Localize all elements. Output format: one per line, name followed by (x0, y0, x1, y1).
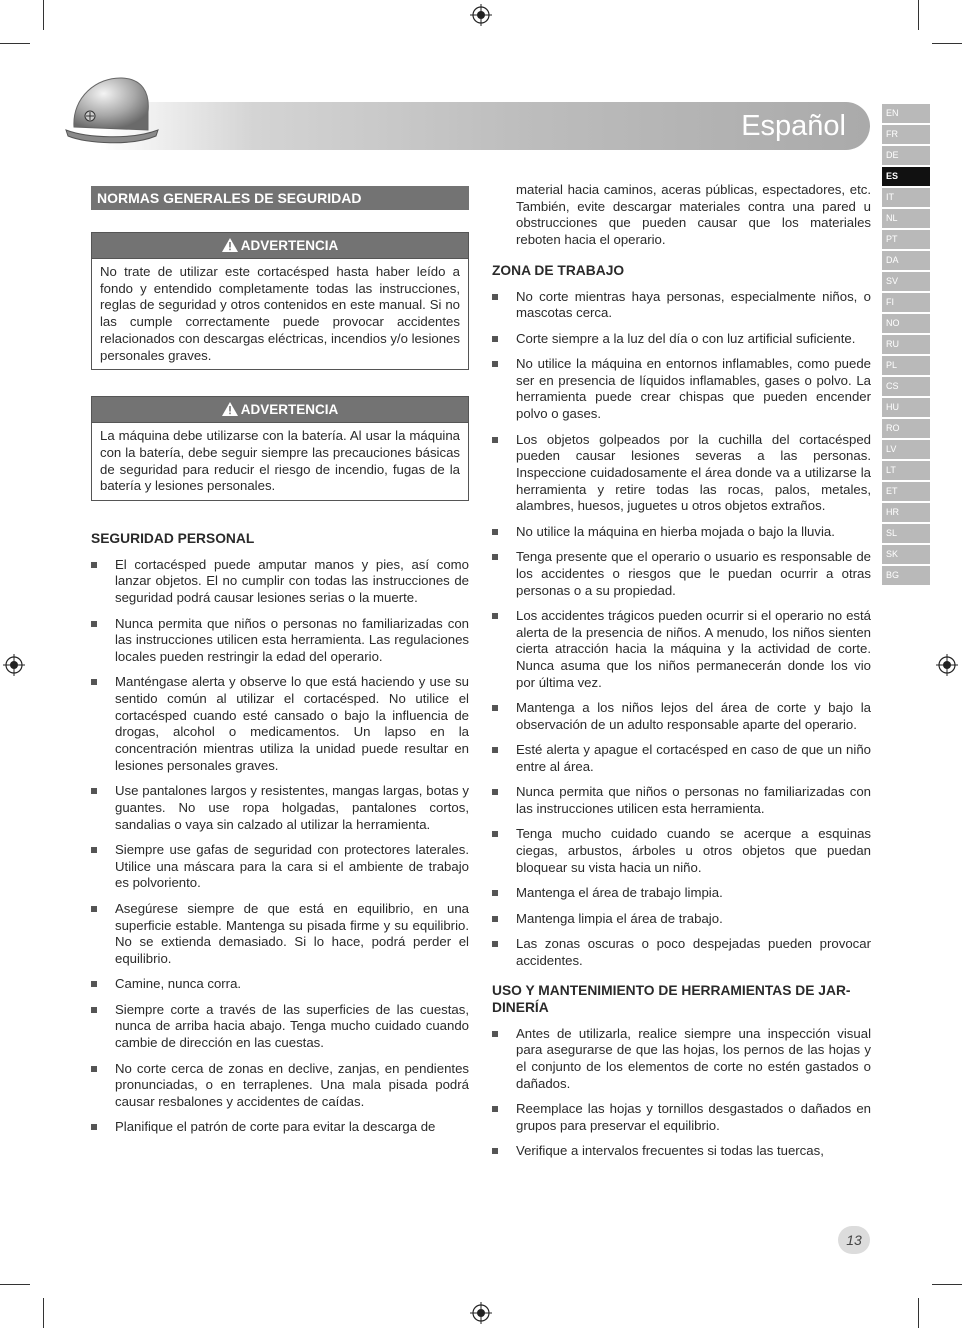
registration-mark-icon (470, 1302, 492, 1324)
list-item (492, 784, 871, 817)
bullet-icon (91, 981, 97, 987)
lang-tab-fi[interactable]: FI (882, 293, 930, 312)
list-item-text: Tenga mucho cuidado cuando se acerque a esquinas ciegas, arbustos, árboles u otros objetos que puedan bloquear su vista hacia un niño. (516, 826, 871, 875)
crop-mark (0, 1284, 30, 1285)
lang-tab-en[interactable]: EN (882, 104, 930, 123)
list-item-text: Las zonas oscuras o poco despejadas pueden provocar accidentes. (516, 935, 871, 968)
section-title: NORMAS GENERALES DE SEGURIDAD (91, 186, 469, 210)
lang-tab-pl[interactable]: PL (882, 356, 930, 375)
lang-tab-ru[interactable]: RU (882, 335, 930, 354)
lang-tab-lt[interactable]: LT (882, 461, 930, 480)
list-item (91, 674, 469, 774)
crop-mark (918, 0, 919, 30)
bullet-icon (91, 906, 97, 912)
list-item-text: Use pantalones largos y resistentes, mangas largas, botas y guantes. No use ropa holgadas, pantalones cortos, sandalias o vaya sin calzado al utilizar la herramienta. (115, 783, 469, 832)
work-area-list (492, 289, 871, 970)
list-item (91, 1061, 469, 1111)
bullet-icon (492, 1031, 498, 1037)
header-bar (100, 102, 870, 150)
crop-mark (0, 43, 30, 44)
lang-tab-sl[interactable]: SL (882, 524, 930, 543)
personal-safety-list (91, 557, 469, 1136)
warning-icon (222, 402, 238, 416)
lang-tab-lv[interactable]: LV (882, 440, 930, 459)
list-item (492, 700, 871, 733)
lang-tab-da[interactable]: DA (882, 251, 930, 270)
list-item (492, 885, 871, 902)
personal-safety-heading: SEGURIDAD PERSONAL (91, 531, 255, 547)
list-item (492, 1143, 871, 1160)
left-column (91, 186, 469, 1145)
bullet-icon (91, 1066, 97, 1072)
bullet-icon (492, 437, 498, 443)
crop-mark (932, 1284, 962, 1285)
list-item (492, 608, 871, 692)
bullet-icon (492, 747, 498, 753)
crop-mark (43, 1298, 44, 1328)
list-item-text: Verifique a intervalos frecuentes si todas las tuercas, (516, 1143, 824, 1159)
language-tabs (882, 104, 930, 587)
warning-title: ADVERTENCIA (240, 402, 339, 418)
list-item (91, 901, 469, 968)
lang-tab-sv[interactable]: SV (882, 272, 930, 291)
bullet-icon (91, 562, 97, 568)
tools-list (492, 1026, 871, 1160)
bullet-icon (492, 294, 498, 300)
lang-tab-sk[interactable]: SK (882, 545, 930, 564)
list-item-text: Planifique el patrón de corte para evitar la descarga de (115, 1119, 436, 1135)
list-item (91, 842, 469, 892)
bullet-icon (492, 336, 498, 342)
lang-tab-es[interactable]: ES (882, 167, 930, 186)
bullet-icon (91, 1124, 97, 1130)
bullet-icon (492, 941, 498, 947)
list-item (91, 1002, 469, 1052)
list-item-text: Antes de utilizarla, realice siempre una inspección visual para asegurarse de que las hojas, los pernos de las hojas y el conjunto de los elementos de corte no estén gastados o dañados. (516, 1025, 871, 1091)
bullet-icon (492, 529, 498, 535)
list-item (492, 524, 871, 541)
lang-tab-fr[interactable]: FR (882, 125, 930, 144)
warning-box (91, 396, 469, 501)
crop-mark (43, 0, 44, 30)
bullet-icon (91, 788, 97, 794)
lang-tab-pt[interactable]: PT (882, 230, 930, 249)
bullet-icon (492, 1106, 498, 1112)
warning-title: ADVERTENCIA (240, 238, 339, 253)
list-item-text: Los objetos golpeados por la cuchilla del cortacésped pueden causar lesiones severas a las personas. Inspeccione cuidadosamente el área donde va a utilizarse la herramienta y retire todas las rocas, palos, metales, alambres, huesos, juguetes u otros objetos extraños. (516, 431, 871, 514)
list-item-text: Reemplace las hojas y tornillos desgastados o dañados en grupos para preservar el equilibrio. (516, 1101, 871, 1133)
bullet-icon (492, 554, 498, 560)
bullet-icon (91, 621, 97, 627)
bullet-icon (492, 916, 498, 922)
lang-tab-de[interactable]: DE (882, 146, 930, 165)
crop-mark (918, 1298, 919, 1328)
list-item-text: No corte cerca de zonas en declive, zanjas, en pendientes pronunciadas, o en terraplenes. Una mala pisada podrá causar resbalones y accidentes de caídas. (115, 1060, 469, 1109)
lang-tab-it[interactable]: IT (882, 188, 930, 207)
list-item (492, 1101, 871, 1134)
list-item (91, 616, 469, 666)
list-item-text: El cortacésped puede amputar manos y pies, así como lanzar objetos. El no cumplir con todas las instrucciones de seguridad podrá causar lesiones serias o la muerte. (115, 556, 469, 606)
list-item-text: Corte siempre a la luz del día o con luz artificial suficiente. (516, 330, 856, 346)
list-item (492, 331, 871, 348)
list-item (91, 557, 469, 607)
list-item (91, 783, 469, 833)
warning-header (92, 233, 468, 259)
list-item-text: Manténgase alerta y observe lo que está haciendo y use su sentido común al utilizar el cortacésped. No utilice el cortacésped cuando esté cansado o bajo la influencia de drogas, alcohol o medicamentos. Un lapso en la concentración mientras utiliza la unidad puede resultar en lesiones personales graves. (115, 674, 469, 773)
list-item-text: Nunca permita que niños o personas no familiarizadas con las instrucciones utilicen esta herramienta. Las regulaciones locales pueden restringir la edad del operario. (115, 615, 469, 664)
page-title: Español (741, 110, 846, 142)
right-column (492, 182, 871, 1169)
registration-mark-icon (936, 654, 958, 676)
bullet-icon (492, 789, 498, 795)
bullet-icon (492, 831, 498, 837)
lang-tab-ro[interactable]: RO (882, 419, 930, 438)
list-item (91, 1119, 469, 1136)
list-item (492, 289, 871, 322)
list-item (492, 432, 871, 516)
warning-text: No trate de utilizar este cortacésped hasta haber leído a fondo y entendido completamente todas las instrucciones, reglas de seguridad y otros contenidos en este manual. Si no las cumple correctamente puede provocar accidentes relacionados con descargas eléctricas, incendios y/o lesiones personales graves. (100, 264, 460, 363)
list-item (492, 742, 871, 775)
registration-mark-icon (3, 654, 25, 676)
page-number: 13 (838, 1226, 870, 1254)
lang-tab-et[interactable]: ET (882, 482, 930, 501)
list-item-text: Asegúrese siempre de que está en equilibrio, en una superficie estable. Mantenga su pisada firme y su equilibrio. No se extienda demasiado. Si lo hace, podrá perder el equilibrio. (115, 900, 469, 966)
crop-mark (932, 43, 962, 44)
list-item (492, 549, 871, 599)
list-item (91, 976, 469, 993)
list-item-text: Camine, nunca corra. (115, 976, 242, 992)
bullet-icon (492, 361, 498, 367)
lang-tab-hr[interactable]: HR (882, 503, 930, 522)
list-item (492, 911, 871, 928)
bullet-icon (91, 679, 97, 685)
list-item-text: Mantenga limpia el área de trabajo. (516, 910, 723, 926)
lang-tab-nl[interactable]: NL (882, 209, 930, 228)
work-area-heading: ZONA DE TRABAJO (492, 262, 625, 278)
lang-tab-cs[interactable]: CS (882, 377, 930, 396)
list-item-text: No corte mientras haya personas, especialmente niños, o mascotas cerca. (516, 288, 871, 321)
list-item-text: Los accidentes trágicos pueden ocurrir si el operario no está alerta de la presencia de niños. A menudo, los niños sienten cierta atracción hacia la máquina y la actividad de corte. Nunca asuma que los niños permanecerán donde los vio por última vez. (516, 607, 871, 690)
lang-tab-no[interactable]: NO (882, 314, 930, 333)
list-item-text: No utilice la máquina en hierba mojada o bajo la lluvia. (516, 523, 835, 539)
bullet-icon (91, 847, 97, 853)
registration-mark-icon (470, 4, 492, 26)
bullet-icon (492, 1148, 498, 1154)
safety-helmet-icon (62, 72, 162, 152)
bullet-icon (492, 613, 498, 619)
list-item-text: Mantenga el área de trabajo limpia. (516, 885, 723, 901)
bullet-icon (492, 890, 498, 896)
tools-heading: USO Y MANTENIMIENTO DE HERRAMIENTAS DE JAR-DINERÍA (492, 983, 851, 1016)
list-item-text: Nunca permita que niños o personas no familiarizadas con las instrucciones utilicen esta herramienta. (516, 784, 871, 816)
list-item-text: Siempre corte a través de las superficies de las cuestas, nunca de arriba hacia abajo. Tenga mucho cuidado cuando cambie de dirección en las cuestas. (115, 1001, 469, 1051)
lang-tab-hu[interactable]: HU (882, 398, 930, 417)
warning-text: La máquina debe utilizarse con la batería. Al usar la máquina con la batería, debe seguir siempre las precauciones básicas de seguridad para reducir el riesgo de incendio, fugas de la batería y lesiones personales. (100, 428, 460, 494)
list-item-text: No utilice la máquina en entornos inflamables, como puede ser en presencia de líquidos inflamables, gases o polvo. La herramienta puede crear chispas que pueden encender polvo o gases. (516, 356, 871, 422)
list-item-text: Mantenga a los niños lejos del área de corte y bajo la observación de un adulto responsable aparte del operario. (516, 700, 871, 732)
warning-box (91, 232, 469, 370)
bullet-icon (91, 1007, 97, 1013)
list-item (492, 936, 871, 969)
list-item (492, 1026, 871, 1093)
warning-icon (222, 238, 238, 252)
list-item (492, 826, 871, 876)
list-item-text: Tenga presente que el operario o usuario es responsable de los accidentes o riesgos que le puedan ocurrir a otras personas o a su propiedad. (516, 549, 871, 598)
lang-tab-bg[interactable]: BG (882, 566, 930, 585)
continuation-text: material hacia caminos, aceras públicas, espectadores, etc. También, evite descargar materiales contra una pared u obstrucciones que pueden causar que los materiales reboten hacia el operario. (516, 182, 871, 248)
bullet-icon (492, 705, 498, 711)
warning-header (92, 397, 468, 423)
list-item (492, 356, 871, 423)
list-item-text: Siempre use gafas de seguridad con protectores laterales. Utilice una máscara para la cara si el ambiente de trabajo es polvoriento. (115, 842, 469, 891)
list-item-text: Esté alerta y apague el cortacésped en caso de que un niño entre al área. (516, 742, 871, 774)
